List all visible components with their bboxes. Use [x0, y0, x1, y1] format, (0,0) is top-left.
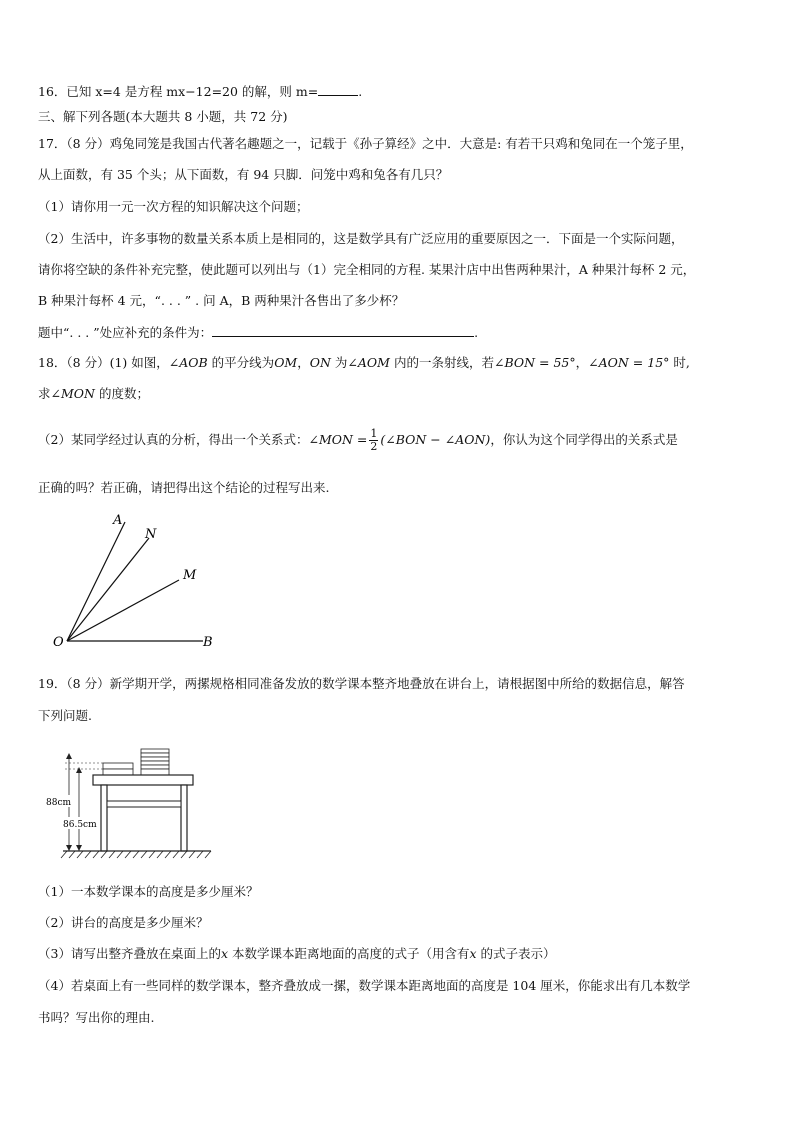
desk-leg-left [101, 785, 107, 851]
q17-part2-line3: B 种果汁每杯 4 元，“. . . ” . 问 A，B 两种果汁各售出了多少杯？ [38, 293, 405, 308]
q17-part2-line2: 请你将空缺的条件补充完整，使此题可以列出与（1）完全相同的方程. 某果汁店中出售两种果汁，A 种果汁每杯 2 元， [38, 262, 696, 277]
ray-on [67, 538, 149, 641]
q17-line2: 从上面数，有 35 个头；从下面数，有 94 只脚．问笼中鸡和兔各有几只？ [38, 167, 449, 182]
q18-frac-den: 2 [370, 440, 378, 453]
q19-s3-c: 的式子表示） [476, 946, 556, 961]
label-a: A [113, 513, 123, 528]
q18-aon-eq: ∠AON = 15° [588, 355, 670, 370]
q18-text-e: 时, [669, 355, 690, 370]
q18-formula-rhs: (∠BON − ∠AON) [380, 432, 491, 447]
q18-on: ON [309, 355, 331, 370]
label-n: N [145, 527, 157, 542]
q18-fraction [369, 428, 378, 453]
section-heading: 三、解下列各题(本大题共 8 小题，共 72 分) [38, 109, 288, 124]
q19-var-x-2: x [469, 946, 477, 961]
q19-line1: 19．（8 分）新学期开学，两摞规格相同准备发放的数学课本整齐地叠放在讲台上，请根据图中所给的数据信息，解答 [38, 676, 685, 691]
q16-end: . [358, 84, 363, 99]
q17-part1: （1）请你用一元一次方程的知识解决这个问题； [38, 199, 309, 214]
q19-sub4-line1: （4）若桌面上有一些同样的数学课本，整齐叠放成一摞，数学课本距离地面的高度是 104 厘米，你能求出有几本数学 [38, 978, 691, 993]
q18-bon-eq: ∠BON = 55° [493, 355, 576, 370]
q19-var-x-1: x [220, 946, 229, 961]
q18-text-c: 为 [330, 355, 348, 370]
q18-text-a: 18．（8 分）(1) 如图， [38, 355, 169, 370]
q18-text-b: 的平分线为 [207, 355, 275, 370]
book-stack-right [141, 749, 169, 775]
label-b: B [203, 635, 213, 650]
q18-angle-mon: ∠MON [50, 386, 95, 401]
q17-line1: 17．（8 分）鸡兔同笼是我国古代著名趣题之一，记载于《孙子算经》之中．大意是: 有若干只鸡和兔同在一个笼子里， [38, 136, 693, 151]
desk-crossbar [107, 801, 181, 807]
q18-angle-aob: ∠AOB [168, 355, 208, 370]
q18-line2 [38, 386, 149, 402]
q19-s3-a: （3）请写出整齐叠放在桌面上的 [38, 946, 221, 961]
q18-part2-line1 [38, 428, 678, 453]
q17-condition-end: . [474, 325, 479, 340]
q17-part2-line4 [38, 324, 478, 341]
ground-hatch [61, 851, 211, 858]
q19-desk-figure [45, 745, 215, 860]
q18-text-f: 求 [38, 386, 51, 401]
q17-part2-line1: （2）生活中，许多事物的数量关系本质上是相同的，这是数学具有广泛应用的重要原因之一．下面是一个实际问题， [38, 231, 684, 246]
dim-88-arrow-top [66, 753, 72, 759]
ray-oa [67, 522, 125, 641]
dim-865-arrow-bottom [76, 845, 82, 851]
q18-formula-lhs: ∠MON = [308, 432, 368, 447]
ray-om [67, 580, 179, 641]
q18-angle-figure [45, 508, 235, 658]
q18-angle-aom: ∠AOM [347, 355, 390, 370]
dim-865-label: 86.5cm [63, 820, 97, 830]
dim-88-label: 88cm [46, 798, 72, 808]
q16-stem: 16．已知 x=4 是方程 mx−12=20 的解，则 m= [38, 84, 319, 99]
book-stack-left [103, 763, 133, 775]
q18-line1 [38, 355, 690, 371]
q18-p2-text-b: ，你认为这个同学得出的关系式是 [490, 432, 678, 447]
q19-line2: 下列问题. [38, 708, 92, 723]
q19-sub2: （2）讲台的高度是多少厘米？ [38, 915, 209, 930]
dim-865-arrow-top [76, 767, 82, 773]
label-o: O [53, 635, 64, 650]
q18-text-g: 的度数； [94, 386, 149, 401]
q17-condition-blank [212, 324, 474, 337]
q18-p2-text-a: （2）某同学经过认真的分析，得出一个关系式： [38, 432, 309, 447]
desk-top [93, 775, 193, 785]
q19-sub1: （1）一本数学课本的高度是多少厘米？ [38, 884, 259, 899]
q18-sep-1: ， [297, 355, 310, 370]
q18-om: OM [274, 355, 298, 370]
dim-88-arrow-bottom [66, 845, 72, 851]
q19-sub3 [38, 946, 556, 962]
q18-sep-2: ， [575, 355, 589, 370]
q17-condition-prompt: 题中“. . . ”处应补充的条件为： [38, 325, 213, 340]
q19-sub4-line2: 书吗？写出你的理由. [38, 1010, 155, 1025]
q16-answer-blank [318, 83, 358, 96]
desk-leg-right [181, 785, 187, 851]
label-m: M [183, 568, 197, 583]
q18-text-d: 内的一条射线，若 [389, 355, 494, 370]
q18-part2-line2: 正确的吗？若正确，请把得出这个结论的过程写出来. [38, 480, 330, 495]
q18-frac-num: 1 [370, 427, 378, 440]
q19-s3-b: 本数学课本距离地面的高度的式子（用含有 [228, 946, 470, 961]
q16-text [38, 83, 362, 100]
